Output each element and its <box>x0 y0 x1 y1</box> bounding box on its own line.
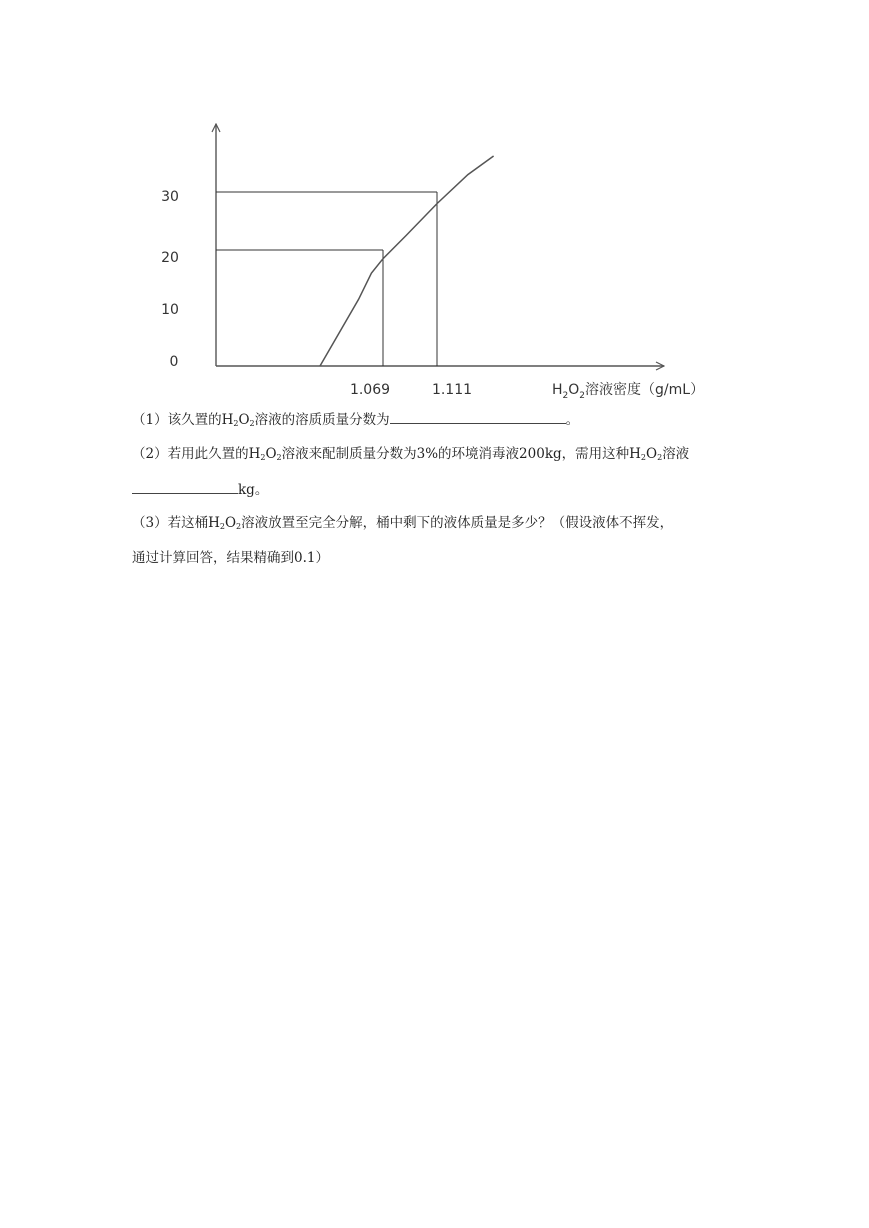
x-axis-title <box>552 381 704 401</box>
question-1-end: 。 <box>565 412 580 428</box>
answer-blank-1[interactable] <box>390 409 566 424</box>
answer-blank-2[interactable] <box>132 479 238 494</box>
question-3-prefix: （3）若这桶H <box>132 515 220 531</box>
subscript: 2 <box>249 419 255 428</box>
subscript: 2 <box>640 453 647 462</box>
question-2-o: O <box>265 446 277 462</box>
y-tick-label: 10 <box>161 302 179 318</box>
data-series <box>320 156 494 366</box>
question-3-o: O <box>224 515 237 531</box>
question-1-o: O <box>238 412 250 428</box>
density-chart <box>0 0 869 410</box>
x-axis-title-rest: 溶液密度（g/mL） <box>585 382 705 398</box>
subscript: 2 <box>236 522 242 531</box>
question-1-text: 溶液的溶质质量分数为 <box>254 412 390 428</box>
reference-lines <box>216 192 437 366</box>
subscript: 2 <box>657 453 663 462</box>
question-2-line-1 <box>132 444 689 464</box>
x-axis-title-h: H <box>552 382 563 398</box>
question-2-line-2 <box>132 479 268 500</box>
x-axis-title-sub: 2 <box>562 391 569 401</box>
subscript: 2 <box>260 453 266 462</box>
subscript: 2 <box>219 522 225 531</box>
question-3-text-2: 通过计算回答，结果精确到0.1） <box>132 550 329 566</box>
question-2-o: O <box>646 446 658 462</box>
subscript: 2 <box>233 419 239 428</box>
x-tick-label: 1.069 <box>349 382 391 398</box>
question-2-line-end: 溶液 <box>662 446 690 462</box>
question-2-unit: kg。 <box>238 482 269 498</box>
question-3-text: 溶液放置至完全分解，桶中剩下的液体质量是多少？（假设液体不挥发， <box>241 515 674 531</box>
y-tick-label: 30 <box>161 189 179 205</box>
question-2-text: 溶液来配制质量分数为3%的环境消毒液200kg，需用这种H <box>281 446 641 462</box>
subscript: 2 <box>276 453 282 462</box>
question-1 <box>132 409 579 430</box>
series-line <box>320 156 494 366</box>
x-axis-title-o: O <box>568 382 580 398</box>
question-2-prefix: （2）若用此久置的H <box>132 446 261 462</box>
x-tick-label: 1.111 <box>431 382 473 398</box>
y-tick-label: 20 <box>161 250 179 266</box>
y-tick-label: 0 <box>169 354 179 370</box>
x-axis-title-sub: 2 <box>579 391 586 401</box>
question-3-line-2 <box>132 548 329 568</box>
question-1-prefix: （1）该久置的H <box>132 412 234 428</box>
question-3-line-1 <box>132 513 673 533</box>
